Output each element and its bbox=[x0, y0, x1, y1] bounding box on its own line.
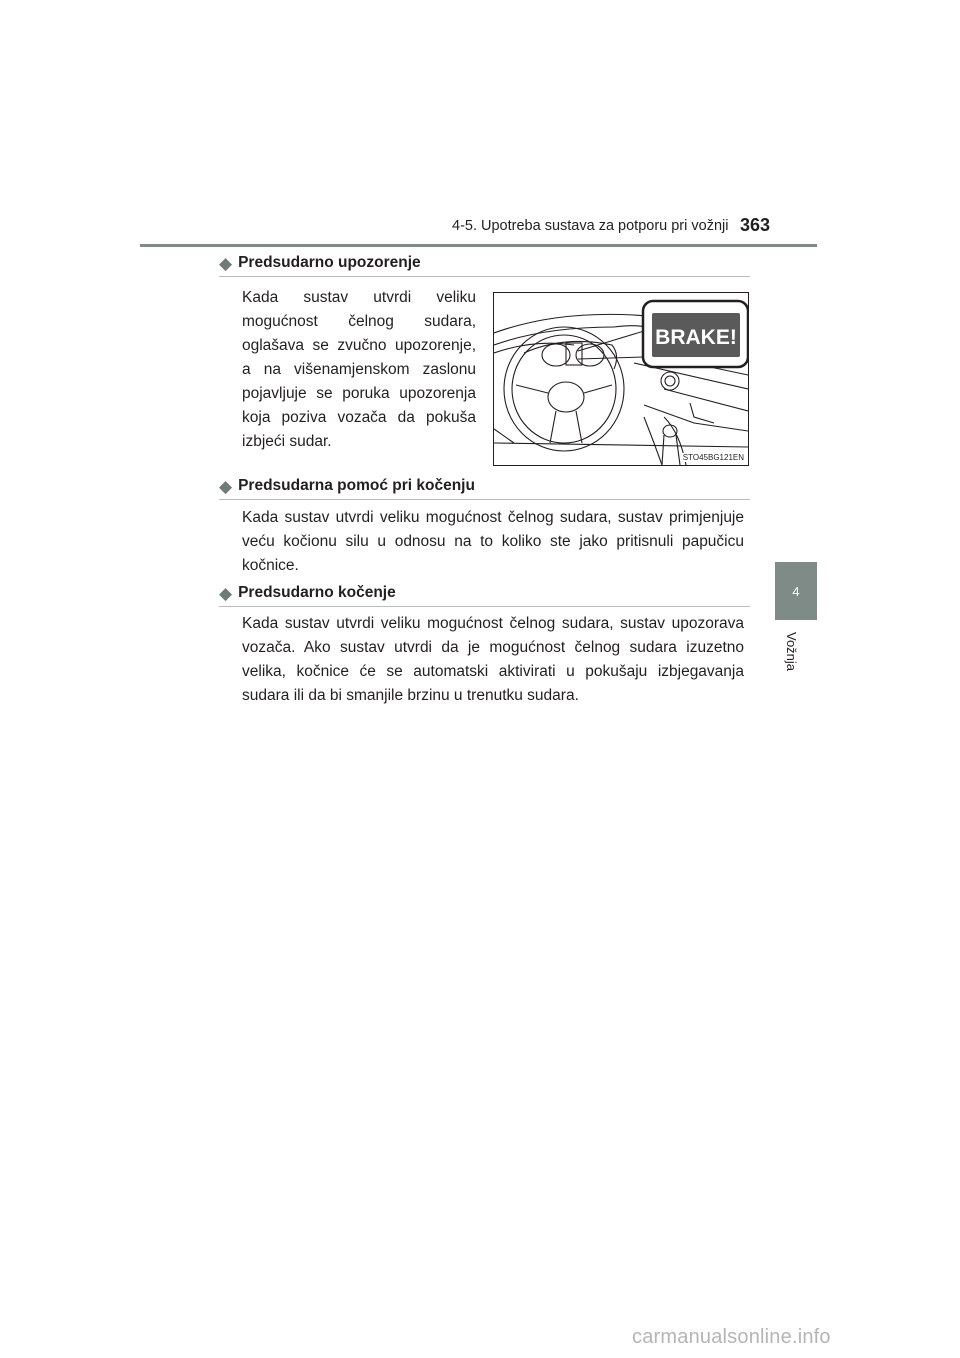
section-heading-text: Predsudarno kočenje bbox=[238, 584, 396, 601]
section-heading-text: Predsudarno upozorenje bbox=[238, 254, 421, 271]
section-body-pre-collision-brake-assist: Kada sustav utvrdi veliku mogućnost čelnog sudara, sustav primjenjuje veću kočionu silu u odnosu na to koliko ste jako pritisnuli papučicu kočnice. bbox=[242, 509, 744, 574]
diamond-bullet-icon: ◆ bbox=[219, 583, 233, 603]
chapter-number: 4 bbox=[792, 583, 800, 599]
page-number: 363 bbox=[740, 215, 771, 235]
diamond-bullet-icon: ◆ bbox=[219, 253, 233, 273]
section-heading-pre-collision-braking bbox=[219, 584, 750, 607]
section-heading-text: Predsudarna pomoć pri kočenju bbox=[238, 477, 475, 494]
brake-warning-text: BRAKE! bbox=[655, 326, 737, 349]
dashboard-drawing bbox=[494, 293, 748, 465]
section-body-pre-collision-braking: Kada sustav utvrdi veliku mogućnost čelnog sudara, sustav upozorava vozača. Ako sustav utvrdi da je mogućnost čelnog sudara izuzetno velika, kočnice će se automatski aktivirati u pokušaju izbjegavanja sudara ili da bi smanjile brzinu u trenutku sudara. bbox=[242, 615, 744, 704]
diamond-bullet-icon: ◆ bbox=[219, 476, 233, 496]
chapter-label: Vožnja bbox=[784, 632, 799, 672]
figure-code: STO45BG121EN bbox=[682, 453, 744, 462]
chapter-tab bbox=[775, 562, 817, 620]
section-body-pre-collision-warning: Kada sustav utvrdi veliku mogućnost čelnog sudara, oglašava se zvučno upozorenje, a na višenamjenskom zaslonu pojavljuje se poruka upozorenja koja poziva vozača da pokuša izbjeći sudar. bbox=[242, 289, 476, 450]
header-rule bbox=[140, 244, 817, 247]
dashboard-illustration bbox=[493, 292, 749, 466]
watermark: carmanualsonline.info bbox=[632, 1326, 831, 1348]
section-heading-pre-collision-brake-assist bbox=[219, 477, 750, 500]
section-heading-pre-collision-warning bbox=[219, 254, 750, 277]
header-section-title: 4-5. Upotreba sustava za potporu pri vožnji bbox=[452, 218, 729, 234]
